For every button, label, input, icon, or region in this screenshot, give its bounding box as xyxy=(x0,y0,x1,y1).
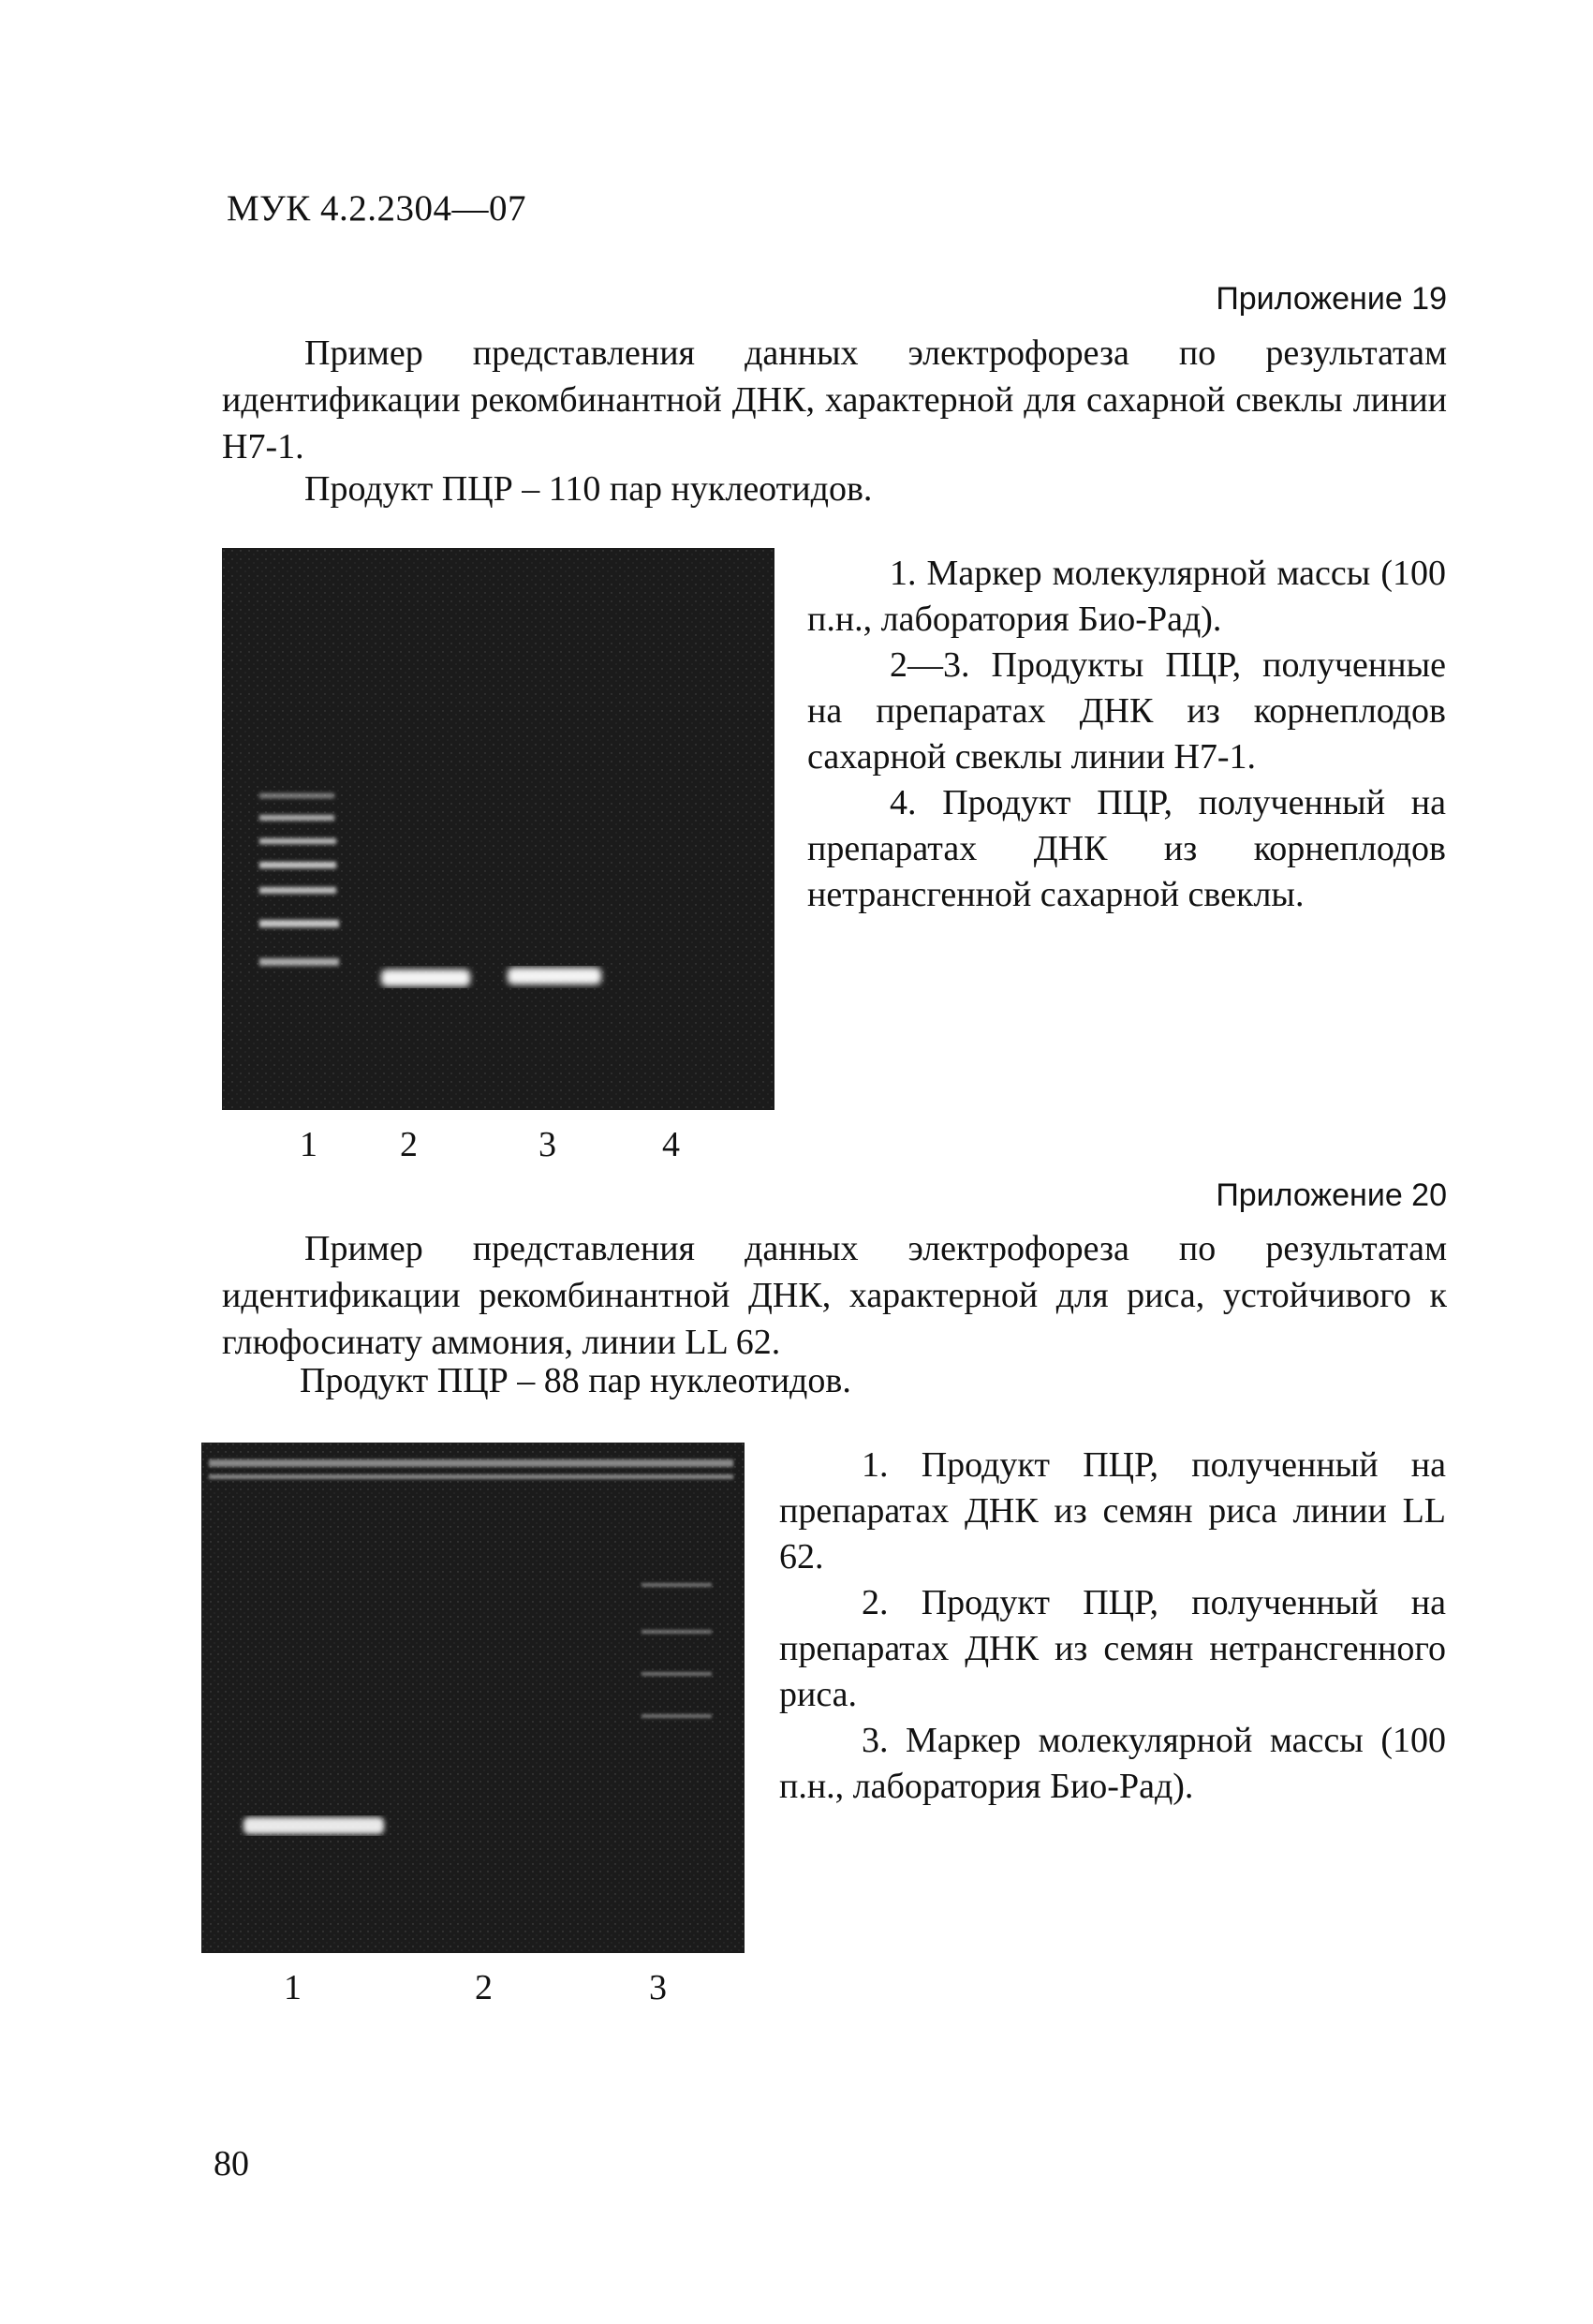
gel-image-appendix-20 xyxy=(201,1443,745,1953)
marker-band xyxy=(259,862,336,868)
appendix-20-product: Продукт ПЦР – 88 пар нуклеотидов. xyxy=(300,1361,851,1400)
lane-label: 4 xyxy=(662,1125,680,1164)
pcr-band-lane-2 xyxy=(381,970,470,986)
lane-label: 2 xyxy=(400,1125,418,1164)
marker-band xyxy=(642,1672,712,1676)
document-code-header: МУК 4.2.2304—07 xyxy=(227,188,527,229)
pcr-band-lane-1 xyxy=(243,1817,384,1834)
marker-band xyxy=(259,793,334,798)
appendix-20-description xyxy=(222,1225,1447,1366)
appendix-19-title: Приложение 19 xyxy=(1216,281,1447,317)
appendix-20-legend xyxy=(779,1443,1446,1810)
lane-label: 3 xyxy=(649,1968,667,2007)
well-row xyxy=(209,1459,733,1467)
legend-item: 1. Маркер молекулярной массы (100 п.н., лаборатория Био-Рад). xyxy=(807,554,1446,639)
marker-band xyxy=(642,1583,712,1587)
appendix-20-title: Приложение 20 xyxy=(1216,1177,1447,1213)
marker-band xyxy=(259,815,334,821)
legend-item: 2—3. Продукты ПЦР, полученные на препаратах ДНК из корнеплодов сахарной свеклы линии Н7-1. xyxy=(807,645,1446,777)
marker-band xyxy=(259,920,339,927)
gel-image-appendix-19 xyxy=(222,548,774,1110)
legend-item: 4. Продукт ПЦР, полученный на препаратах ДНК из корнеплодов нетрансгенной сахарной свеклы. xyxy=(807,783,1446,914)
marker-band xyxy=(259,958,339,966)
lane-label: 3 xyxy=(538,1125,556,1164)
marker-band xyxy=(642,1630,712,1634)
marker-band xyxy=(259,887,336,894)
lane-label: 2 xyxy=(475,1968,493,2007)
appendix-19-legend xyxy=(807,551,1446,918)
marker-band xyxy=(259,838,336,844)
appendix-19-description-text: Пример представления данных электрофореза по результатам идентификации рекомбинантной ДНК, характерной для сахарной свеклы линии Н7-1. xyxy=(222,333,1447,466)
well-row xyxy=(209,1474,733,1479)
lane-label: 1 xyxy=(284,1968,302,2007)
legend-item: 3. Маркер молекулярной массы (100 п.н., лаборатория Био-Рад). xyxy=(779,1721,1446,1806)
pcr-band-lane-3 xyxy=(508,968,601,984)
appendix-19-product: Продукт ПЦР – 110 пар нуклеотидов. xyxy=(304,469,873,509)
appendix-19-lane-labels xyxy=(222,1124,774,1171)
legend-item: 2. Продукт ПЦР, полученный на препаратах ДНК из семян нетрансгенного риса. xyxy=(779,1583,1446,1714)
appendix-20-lane-labels xyxy=(201,1967,745,2014)
page-number: 80 xyxy=(214,2144,249,2183)
appendix-19-description xyxy=(222,330,1447,470)
lane-label: 1 xyxy=(300,1125,317,1164)
appendix-20-description-text: Пример представления данных электрофореза по результатам идентификации рекомбинантной ДНК, характерной для риса, устойчивого к глюфосинату аммония, линии LL 62. xyxy=(222,1229,1447,1362)
marker-band xyxy=(642,1714,712,1718)
legend-item: 1. Продукт ПЦР, полученный на препаратах ДНК из семян риса линии LL 62. xyxy=(779,1445,1446,1576)
